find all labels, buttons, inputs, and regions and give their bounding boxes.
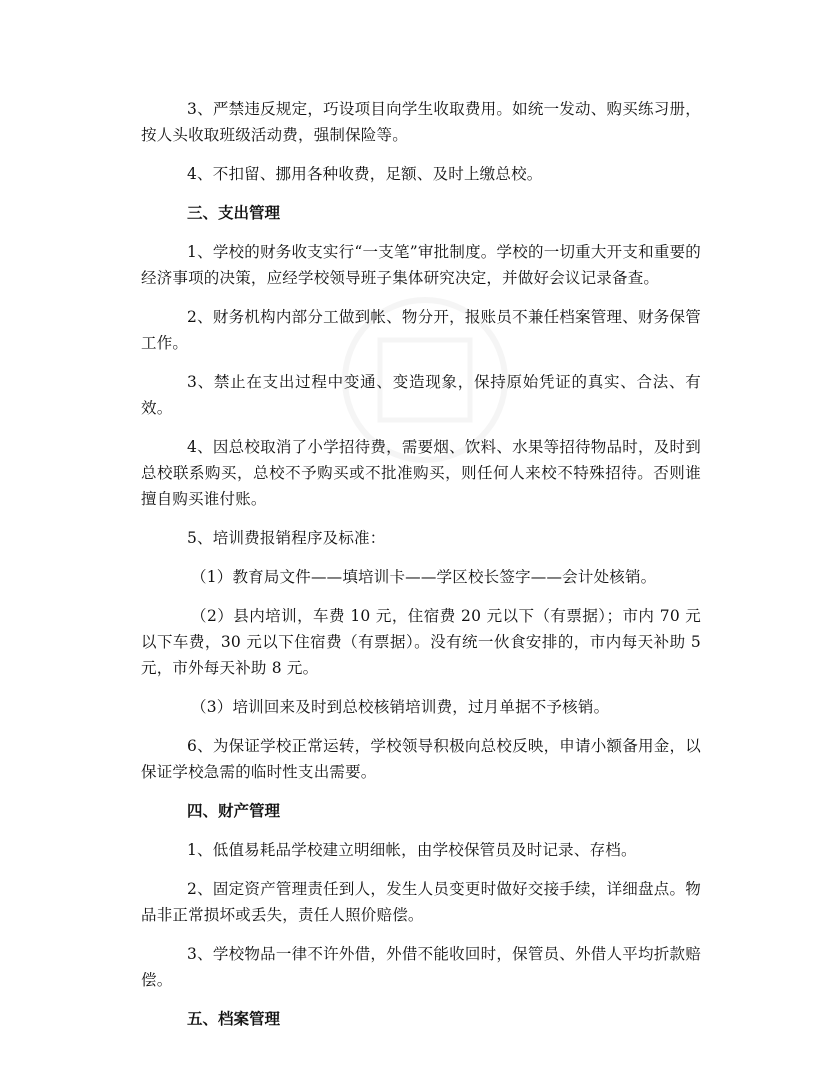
- section-heading-archives: 五、档案管理: [187, 1010, 281, 1028]
- paragraph-property-1: 1、低值易耗品学校建立明细帐，由学校保管员及时记录、存档。: [187, 841, 637, 859]
- paragraph-income-3: 3、严禁违反规定，巧设项目向学生收取费用。如统一发动、购买练习册，按人头收取班级活动费，强制保险等。: [141, 100, 701, 144]
- paragraph-training-step-2: （2）县内培训，车费 10 元，住宿费 20 元以下（有票据）；市内 70 元以下车费，30 元以下住宿费（有票据）。没有统一伙食安排的，市内每天补助 5 元，市外每天补助 8 元。: [141, 607, 701, 677]
- section-heading-property: 四、财产管理: [187, 802, 281, 820]
- paragraph-expenditure-4: 4、因总校取消了小学招待费，需要烟、饮料、水果等招待物品时，及时到总校联系购买，总校不予购买或不批准购买，则任何人来校不特殊招待。否则谁擅自购买谁付账。: [141, 438, 701, 508]
- paragraph-expenditure-5: 5、培训费报销程序及标准：: [187, 529, 386, 547]
- paragraph-property-3: 3、学校物品一律不许外借，外借不能收回时，保管员、外借人平均折款赔偿。: [141, 945, 701, 989]
- paragraph-income-4: 4、不扣留、挪用各种收费，足额、及时上缴总校。: [187, 165, 543, 183]
- paragraph-training-step-3: （3）培训回来及时到总校核销培训费，过月单据不予核销。: [191, 698, 610, 716]
- paragraph-property-2: 2、固定资产管理责任到人，发生人员变更时做好交接手续，详细盘点。物品非正常损坏或丢失，责任人照价赔偿。: [141, 880, 701, 924]
- section-heading-expenditure: 三、支出管理: [187, 204, 281, 222]
- paragraph-expenditure-3: 3、禁止在支出过程中变通、变造现象，保持原始凭证的真实、合法、有效。: [141, 373, 701, 417]
- paragraph-training-step-1: （1）教育局文件——填培训卡——学区校长签字——会计处核销。: [191, 568, 657, 586]
- paragraph-expenditure-2: 2、财务机构内部分工做到帐、物分开，报账员不兼任档案管理、财务保管工作。: [141, 308, 701, 352]
- paragraph-expenditure-6: 6、为保证学校正常运转，学校领导积极向总校反映，申请小额备用金，以保证学校急需的临时性支出需要。: [141, 737, 701, 781]
- document-body: [141, 96, 701, 1045]
- paragraph-expenditure-1: 1、学校的财务收支实行“一支笔”审批制度。学校的一切重大开支和重要的经济事项的决策，应经学校领导班子集体研究决定，并做好会议记录备查。: [141, 243, 701, 287]
